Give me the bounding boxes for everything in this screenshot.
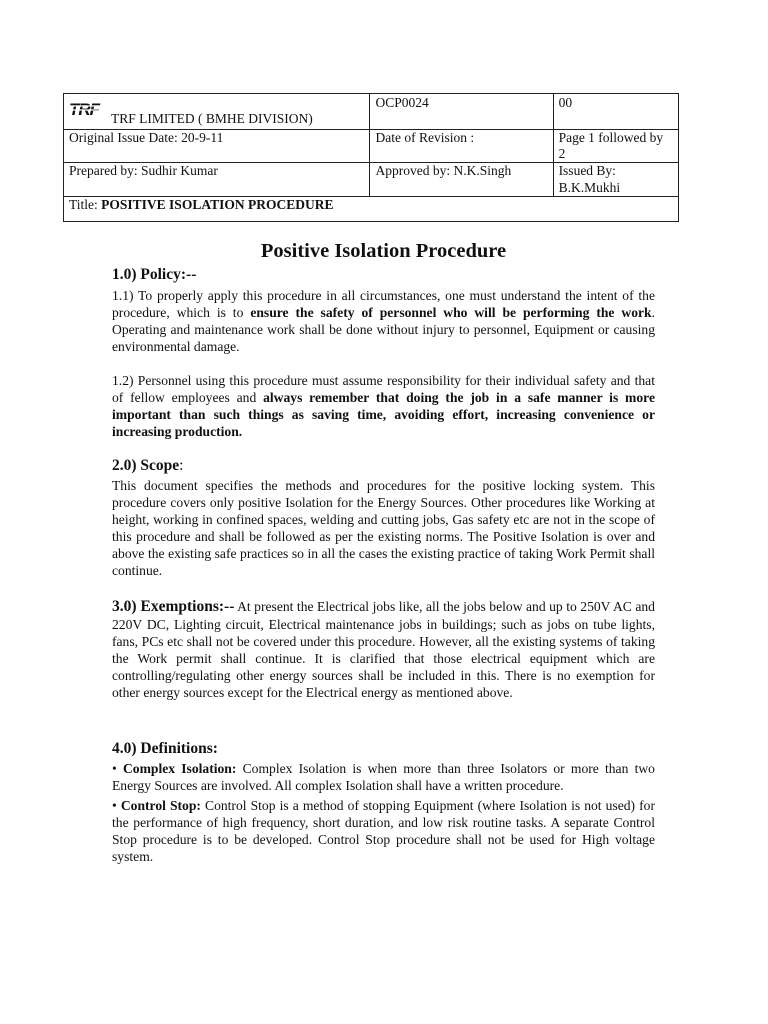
issue-date: Original Issue Date: 20-9-11 <box>64 130 370 163</box>
scope-heading: 2.0) Scope: <box>112 457 184 474</box>
policy-heading: 1.0) Policy:-- <box>112 266 197 283</box>
document-title: Positive Isolation Procedure <box>260 240 507 262</box>
exemptions-section <box>112 597 655 701</box>
document-header-table <box>63 93 679 222</box>
definitions-section <box>112 739 655 865</box>
trf-logo-icon <box>69 100 109 118</box>
doc-number: OCP0024 <box>375 95 429 110</box>
title-value: POSITIVE ISOLATION PROCEDURE <box>101 196 334 212</box>
page-info: Page 1 followed by 2 <box>553 130 678 163</box>
revision-date: Date of Revision : <box>370 130 553 163</box>
prepared-by: Prepared by: Sudhir Kumar <box>64 163 370 196</box>
policy-paragraph-1: 1.1) To properly apply this procedure in all circumstances, one must understand the intent of the procedure, which is to ensure the safety of personnel who will be performing the work. Operating and maintenance work shall be done without injury to personnel, Equipment or causing environmental damage. <box>112 288 655 354</box>
doc-number-cell <box>370 94 553 130</box>
definition-item-complex-isolation: • Complex Isolation: Complex Isolation is when more than three Isolators or more than two Energy Sources are involved. All complex Isolation shall have a written procedure. <box>112 761 655 793</box>
definition-item-control-stop: • Control Stop: Control Stop is a method of stopping Equipment (where Isolation is not used) for the performance of high frequency, short duration, and low risk routine tasks. A separate Control Stop procedure is to be developed. Control Stop procedure shall not be used for High voltage system. <box>112 798 655 864</box>
approved-by: Approved by: N.K.Singh <box>370 163 553 196</box>
company-cell <box>64 94 370 130</box>
scope-paragraph: This document specifies the methods and procedures for the positive locking system. This procedure covers only positive Isolation for the Energy Sources. Other procedures like Working at height, working in confined spaces, welding and cutting jobs, Gas safety etc are not in the scope of this procedure and shall be followed as per the existing norms. The Positive Isolation is over and above the existing safe practices so in all the cases the existing practice of taking Work Permit shall continue. <box>112 478 655 578</box>
company-name: TRF LIMITED ( BMHE DIVISION) <box>111 111 313 126</box>
issued-by: Issued By: B.K.Mukhi <box>553 163 678 196</box>
revision-number-cell <box>553 94 678 130</box>
policy-paragraph-2: 1.2) Personnel using this procedure must assume responsibility for their individual safety and that of fellow employees and always remember that doing the job in a safe manner is more important than such things as saving time, avoiding effort, increasing convenience or increasing production. <box>112 373 655 439</box>
svg-text:TRF: TRF <box>69 100 100 118</box>
exemptions-paragraph: 3.0) Exemptions:-- At present the Electrical jobs like, all the jobs below and up to 250V AC and 220V DC, Lighting circuit, Electrical maintenance jobs in buildings; such as jobs on tube lights, fans, PCs etc shall not be covered under this procedure. However, all the existing systems of taking the Work permit shall continue. It is clarified that those electrical equipment which are controlling/regulating other energy sources shall be included in this. There is no exemption for other energy sources except for the Electrical energy as mentioned above. <box>112 598 655 700</box>
definitions-heading: 4.0) Definitions: <box>112 740 218 757</box>
scope-section <box>112 456 655 579</box>
exemptions-heading: 3.0) Exemptions:-- <box>112 598 235 615</box>
title-cell <box>64 196 679 221</box>
policy-section <box>112 265 655 440</box>
revision-number: 00 <box>558 95 573 110</box>
title-label: Title: <box>69 196 98 212</box>
